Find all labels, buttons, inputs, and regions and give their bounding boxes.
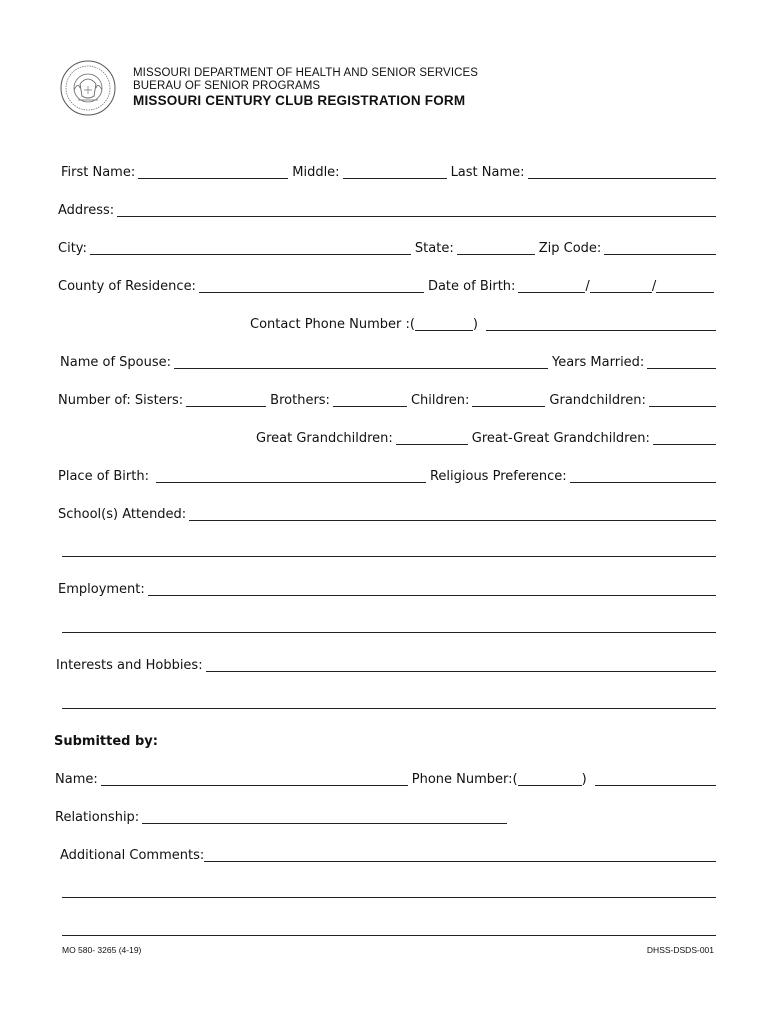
religious-preference-field[interactable]	[570, 468, 716, 483]
interests-row	[56, 656, 716, 674]
comments-field[interactable]	[204, 847, 716, 862]
brothers-label: Brothers:	[270, 393, 330, 408]
comments-label: Additional Comments:	[60, 848, 205, 863]
employment-row	[58, 580, 716, 598]
dob-separator: /	[585, 279, 590, 294]
dob-year-field[interactable]	[656, 278, 714, 293]
grandchildren-field[interactable]	[649, 392, 716, 407]
submitter-phone-field[interactable]	[595, 771, 716, 786]
great-grandchildren-field[interactable]	[396, 430, 468, 445]
contact-phone-area-field[interactable]	[415, 316, 473, 331]
contact-phone-label: Contact Phone Number :(	[250, 317, 415, 332]
spouse-field[interactable]	[174, 354, 548, 369]
place-of-birth-field[interactable]	[156, 468, 426, 483]
state-label: State:	[414, 241, 454, 256]
city-row	[58, 239, 716, 257]
dob-day-field[interactable]	[590, 278, 652, 293]
grandchildren-label: Grandchildren:	[549, 393, 646, 408]
submitter-row	[55, 770, 716, 788]
first-name-label: First Name:	[61, 165, 136, 180]
state-seal-icon	[60, 60, 116, 116]
great-great-grandchildren-field[interactable]	[653, 430, 716, 445]
submitter-name-field[interactable]	[101, 771, 408, 786]
form-code: DHSS-DSDS-001	[646, 945, 714, 955]
schools-field[interactable]	[189, 506, 716, 521]
sisters-label: Number of: Sisters:	[58, 393, 184, 408]
address-field[interactable]	[117, 202, 716, 217]
submitter-name-label: Name:	[55, 772, 98, 787]
form-number: MO 580- 3265 (4-19)	[62, 945, 142, 955]
great-grandchildren-row	[256, 429, 716, 447]
schools-extra-line[interactable]	[62, 556, 716, 557]
spouse-label: Name of Spouse:	[60, 355, 171, 370]
city-field[interactable]	[90, 240, 411, 255]
submitted-by-heading: Submitted by:	[54, 734, 158, 749]
schools-label: School(s) Attended:	[58, 507, 187, 522]
address-label: Address:	[58, 203, 115, 218]
paren-close: )	[472, 317, 478, 332]
department-name: MISSOURI DEPARTMENT OF HEALTH AND SENIOR SERVICES	[133, 67, 479, 79]
interests-field[interactable]	[206, 657, 716, 672]
employment-field[interactable]	[148, 581, 716, 596]
middle-name-label: Middle:	[292, 165, 340, 180]
zip-field[interactable]	[604, 240, 716, 255]
children-field[interactable]	[472, 392, 545, 407]
children-label: Children:	[410, 393, 470, 408]
relationship-row	[55, 808, 507, 826]
comments-row	[60, 846, 716, 864]
state-field[interactable]	[457, 240, 535, 255]
place-of-birth-label: Place of Birth:	[58, 469, 149, 484]
dob-separator: /	[651, 279, 657, 294]
family-row	[58, 391, 716, 409]
employment-extra-line[interactable]	[62, 632, 716, 633]
first-name-field[interactable]	[138, 164, 288, 179]
city-label: City:	[58, 241, 87, 256]
address-row	[58, 201, 716, 219]
form-header	[133, 67, 478, 108]
great-grandchildren-label: Great Grandchildren:	[256, 431, 393, 446]
submitter-phone-area-field[interactable]	[518, 771, 582, 786]
years-married-label: Years Married:	[552, 355, 645, 370]
contact-phone-field[interactable]	[486, 316, 716, 331]
employment-label: Employment:	[58, 582, 145, 597]
schools-row	[58, 505, 716, 523]
interests-label: Interests and Hobbies:	[56, 658, 203, 673]
county-row	[58, 277, 714, 295]
interests-extra-line[interactable]	[62, 708, 716, 709]
relationship-label: Relationship:	[55, 810, 140, 825]
spouse-row	[60, 353, 716, 371]
dob-month-field[interactable]	[518, 278, 585, 293]
middle-name-field[interactable]	[343, 164, 447, 179]
paren-close: )	[581, 772, 587, 787]
years-married-field[interactable]	[647, 354, 716, 369]
submitter-phone-label: Phone Number:(	[411, 772, 518, 787]
bureau-name: BUERAU OF SENIOR PROGRAMS	[133, 80, 321, 92]
contact-phone-row	[250, 315, 716, 333]
sisters-field[interactable]	[186, 392, 266, 407]
brothers-field[interactable]	[333, 392, 407, 407]
county-label: County of Residence:	[58, 279, 196, 294]
county-field[interactable]	[199, 278, 424, 293]
last-name-label: Last Name:	[450, 165, 525, 180]
form-title: MISSOURI CENTURY CLUB REGISTRATION FORM	[133, 93, 466, 108]
relationship-field[interactable]	[142, 809, 507, 824]
last-name-field[interactable]	[528, 164, 716, 179]
submitted-by-heading-row	[54, 732, 354, 750]
zip-label: Zip Code:	[538, 241, 602, 256]
birthplace-row	[58, 467, 716, 485]
religious-preference-label: Religious Preference:	[429, 469, 567, 484]
great-great-grandchildren-label: Great-Great Grandchildren:	[471, 431, 650, 446]
comments-extra-line-2[interactable]	[62, 935, 716, 936]
dob-label: Date of Birth:	[427, 279, 516, 294]
name-row	[61, 163, 716, 181]
comments-extra-line-1[interactable]	[62, 897, 716, 898]
